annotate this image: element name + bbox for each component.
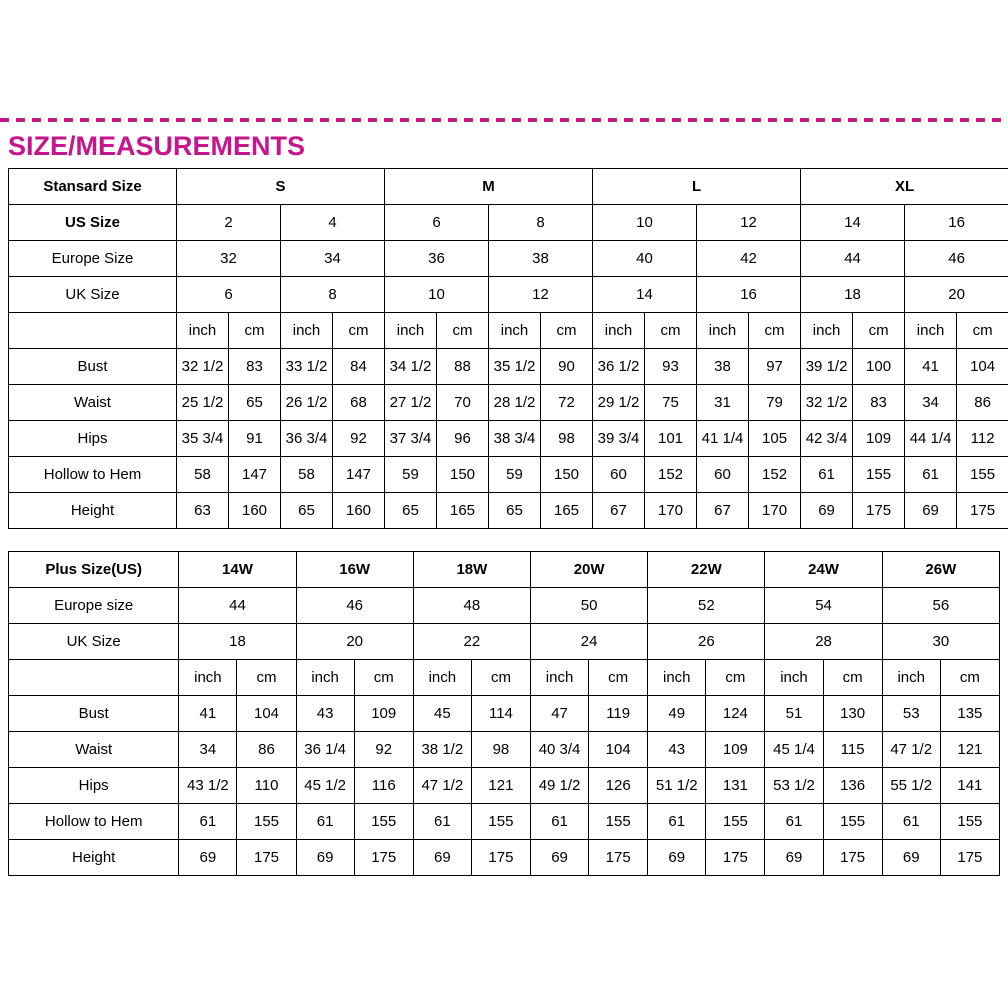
row-label-us-size: US Size [9,205,177,241]
unit-cm: cm [237,660,296,696]
cell: 18 [179,624,296,660]
unit-cm: cm [333,313,385,349]
cell: 116 [354,768,413,804]
cell: 175 [957,493,1008,529]
cell: 101 [645,421,697,457]
cell: 69 [296,840,354,876]
cell: 20 [296,624,413,660]
cell: 152 [749,457,801,493]
unit-inch: inch [905,313,957,349]
row-label-hollow-to-hem: Hollow to Hem [9,804,179,840]
unit-cm: cm [706,660,765,696]
cell: 75 [645,385,697,421]
cell: 135 [940,696,999,732]
cell: 69 [179,840,237,876]
table-row [9,588,1000,624]
cell: 69 [648,840,706,876]
cell: 29 1/2 [593,385,645,421]
plus-size-26w: 26W [882,552,999,588]
plus-size-20w: 20W [531,552,648,588]
cell: 147 [229,457,281,493]
size-group-l: L [593,169,801,205]
cell: 126 [589,768,648,804]
cell: 46 [296,588,413,624]
cell: 68 [333,385,385,421]
cell: 34 [281,241,385,277]
cell: 56 [882,588,999,624]
cell: 10 [385,277,489,313]
cell: 141 [940,768,999,804]
unit-inch: inch [413,660,471,696]
cell: 43 1/2 [179,768,237,804]
unit-inch: inch [179,660,237,696]
cell: 42 3/4 [801,421,853,457]
unit-cm: cm [940,660,999,696]
cell: 26 1/2 [281,385,333,421]
table-row [9,732,1000,768]
unit-inch: inch [648,660,706,696]
standard-corner-label: Stansard Size [9,169,177,205]
cell: 61 [531,804,589,840]
cell: 47 [531,696,589,732]
cell: 83 [853,385,905,421]
cell: 160 [229,493,281,529]
page-title: SIZE/MEASUREMENTS [8,131,306,161]
cell: 14 [801,205,905,241]
unit-inch: inch [697,313,749,349]
cell: 8 [281,277,385,313]
cell: 33 1/2 [281,349,333,385]
cell: 28 [765,624,882,660]
cell: 150 [541,457,593,493]
unit-inch: inch [593,313,645,349]
unit-inch: inch [177,313,229,349]
cell: 58 [281,457,333,493]
cell: 34 [179,732,237,768]
cell: 93 [645,349,697,385]
plus-size-18w: 18W [413,552,530,588]
cell: 44 [179,588,296,624]
cell: 24 [531,624,648,660]
cell: 36 1/4 [296,732,354,768]
row-label-bust: Bust [9,349,177,385]
row-label-uk-size: UK Size [9,624,179,660]
cell: 50 [531,588,648,624]
units-corner-blank [9,313,177,349]
cell: 175 [706,840,765,876]
cell: 43 [296,696,354,732]
row-label-europe-size: Europe size [9,588,179,624]
units-corner-blank [9,660,179,696]
cell: 175 [940,840,999,876]
cell: 18 [801,277,905,313]
cell: 110 [237,768,296,804]
cell: 6 [385,205,489,241]
plus-size-14w: 14W [179,552,296,588]
cell: 104 [237,696,296,732]
cell: 155 [823,804,882,840]
cell: 83 [229,349,281,385]
cell: 86 [237,732,296,768]
cell: 48 [413,588,530,624]
plus-size-table [8,551,1000,876]
cell: 65 [229,385,281,421]
cell: 112 [957,421,1008,457]
table-row-units [9,660,1000,696]
cell: 41 1/4 [697,421,749,457]
table-row [9,421,1008,457]
cell: 32 1/2 [801,385,853,421]
cell: 41 [179,696,237,732]
standard-size-table [8,168,1008,529]
cell: 53 1/2 [765,768,823,804]
cell: 47 1/2 [413,768,471,804]
cell: 124 [706,696,765,732]
plus-size-16w: 16W [296,552,413,588]
table-row [9,241,1008,277]
cell: 36 1/2 [593,349,645,385]
table-row [9,493,1008,529]
unit-cm: cm [823,660,882,696]
cell: 84 [333,349,385,385]
cell: 155 [237,804,296,840]
unit-cm: cm [541,313,593,349]
cell: 12 [697,205,801,241]
top-whitespace [0,0,1008,118]
unit-cm: cm [853,313,905,349]
cell: 100 [853,349,905,385]
cell: 58 [177,457,229,493]
unit-cm: cm [229,313,281,349]
cell: 30 [882,624,999,660]
cell: 61 [296,804,354,840]
cell: 45 1/4 [765,732,823,768]
cell: 121 [471,768,530,804]
cell: 104 [589,732,648,768]
cell: 61 [905,457,957,493]
cell: 49 [648,696,706,732]
cell: 45 1/2 [296,768,354,804]
unit-inch: inch [296,660,354,696]
cell: 109 [853,421,905,457]
cell: 69 [801,493,853,529]
cell: 61 [765,804,823,840]
cell: 72 [541,385,593,421]
cell: 60 [697,457,749,493]
cell: 175 [589,840,648,876]
cell: 16 [905,205,1008,241]
cell: 41 [905,349,957,385]
size-group-m: M [385,169,593,205]
cell: 59 [489,457,541,493]
cell: 45 [413,696,471,732]
cell: 34 1/2 [385,349,437,385]
unit-cm: cm [645,313,697,349]
cell: 155 [471,804,530,840]
dashed-divider [0,118,1008,122]
cell: 155 [589,804,648,840]
table-row [9,349,1008,385]
plus-corner-label: Plus Size(US) [9,552,179,588]
table-row [9,205,1008,241]
plus-size-22w: 22W [648,552,765,588]
row-label-hips: Hips [9,768,179,804]
cell: 67 [697,493,749,529]
size-group-xl: XL [801,169,1008,205]
cell: 35 3/4 [177,421,229,457]
cell: 147 [333,457,385,493]
table-row-units [9,313,1008,349]
size-group-s: S [177,169,385,205]
cell: 54 [765,588,882,624]
cell: 61 [179,804,237,840]
cell: 91 [229,421,281,457]
cell: 175 [853,493,905,529]
cell: 38 3/4 [489,421,541,457]
cell: 86 [957,385,1008,421]
table-row-header [9,552,1000,588]
cell: 65 [385,493,437,529]
row-label-waist: Waist [9,385,177,421]
table-row [9,804,1000,840]
cell: 130 [823,696,882,732]
unit-cm: cm [471,660,530,696]
cell: 88 [437,349,489,385]
cell: 61 [882,804,940,840]
cell: 10 [593,205,697,241]
cell: 61 [413,804,471,840]
cell: 155 [853,457,905,493]
cell: 131 [706,768,765,804]
cell: 26 [648,624,765,660]
table-gap [0,529,1008,551]
unit-inch: inch [385,313,437,349]
cell: 40 [593,241,697,277]
cell: 65 [281,493,333,529]
cell: 69 [765,840,823,876]
cell: 97 [749,349,801,385]
cell: 69 [905,493,957,529]
cell: 69 [531,840,589,876]
cell: 92 [354,732,413,768]
table-row [9,840,1000,876]
cell: 96 [437,421,489,457]
cell: 37 3/4 [385,421,437,457]
table-row [9,385,1008,421]
unit-inch: inch [882,660,940,696]
cell: 90 [541,349,593,385]
cell: 155 [706,804,765,840]
cell: 65 [489,493,541,529]
cell: 136 [823,768,882,804]
cell: 121 [940,732,999,768]
cell: 28 1/2 [489,385,541,421]
cell: 44 [801,241,905,277]
row-label-height: Height [9,840,179,876]
table-row [9,457,1008,493]
table-row [9,768,1000,804]
unit-cm: cm [354,660,413,696]
cell: 175 [237,840,296,876]
unit-inch: inch [765,660,823,696]
cell: 34 [905,385,957,421]
cell: 55 1/2 [882,768,940,804]
cell: 39 1/2 [801,349,853,385]
cell: 175 [354,840,413,876]
cell: 47 1/2 [882,732,940,768]
cell: 114 [471,696,530,732]
cell: 165 [541,493,593,529]
cell: 4 [281,205,385,241]
cell: 8 [489,205,593,241]
unit-inch: inch [801,313,853,349]
unit-cm: cm [749,313,801,349]
cell: 119 [589,696,648,732]
cell: 59 [385,457,437,493]
cell: 36 [385,241,489,277]
cell: 22 [413,624,530,660]
cell: 79 [749,385,801,421]
unit-cm: cm [589,660,648,696]
cell: 38 [697,349,749,385]
unit-inch: inch [531,660,589,696]
cell: 61 [801,457,853,493]
plus-size-24w: 24W [765,552,882,588]
cell: 155 [354,804,413,840]
unit-cm: cm [437,313,489,349]
cell: 92 [333,421,385,457]
cell: 60 [593,457,645,493]
cell: 20 [905,277,1008,313]
unit-inch: inch [489,313,541,349]
cell: 67 [593,493,645,529]
cell: 69 [413,840,471,876]
cell: 14 [593,277,697,313]
cell: 104 [957,349,1008,385]
cell: 39 3/4 [593,421,645,457]
cell: 155 [957,457,1008,493]
row-label-hollow-to-hem: Hollow to Hem [9,457,177,493]
cell: 12 [489,277,593,313]
cell: 63 [177,493,229,529]
cell: 155 [940,804,999,840]
cell: 105 [749,421,801,457]
cell: 170 [749,493,801,529]
row-label-hips: Hips [9,421,177,457]
cell: 25 1/2 [177,385,229,421]
cell: 69 [882,840,940,876]
cell: 152 [645,457,697,493]
row-label-uk-size: UK Size [9,277,177,313]
cell: 27 1/2 [385,385,437,421]
cell: 35 1/2 [489,349,541,385]
table-row [9,696,1000,732]
cell: 38 1/2 [413,732,471,768]
cell: 40 3/4 [531,732,589,768]
cell: 32 1/2 [177,349,229,385]
cell: 51 [765,696,823,732]
cell: 43 [648,732,706,768]
cell: 53 [882,696,940,732]
cell: 175 [471,840,530,876]
cell: 170 [645,493,697,529]
cell: 2 [177,205,281,241]
table-row [9,624,1000,660]
cell: 98 [541,421,593,457]
cell: 52 [648,588,765,624]
cell: 165 [437,493,489,529]
cell: 42 [697,241,801,277]
row-label-bust: Bust [9,696,179,732]
row-label-waist: Waist [9,732,179,768]
table-row [9,277,1008,313]
table-row-header [9,169,1008,205]
cell: 16 [697,277,801,313]
cell: 46 [905,241,1008,277]
cell: 36 3/4 [281,421,333,457]
cell: 98 [471,732,530,768]
cell: 38 [489,241,593,277]
cell: 44 1/4 [905,421,957,457]
cell: 109 [706,732,765,768]
cell: 6 [177,277,281,313]
cell: 31 [697,385,749,421]
cell: 61 [648,804,706,840]
row-label-europe-size: Europe Size [9,241,177,277]
cell: 49 1/2 [531,768,589,804]
row-label-height: Height [9,493,177,529]
unit-cm: cm [957,313,1008,349]
cell: 150 [437,457,489,493]
cell: 115 [823,732,882,768]
cell: 51 1/2 [648,768,706,804]
cell: 70 [437,385,489,421]
unit-inch: inch [281,313,333,349]
cell: 160 [333,493,385,529]
cell: 109 [354,696,413,732]
cell: 32 [177,241,281,277]
cell: 175 [823,840,882,876]
